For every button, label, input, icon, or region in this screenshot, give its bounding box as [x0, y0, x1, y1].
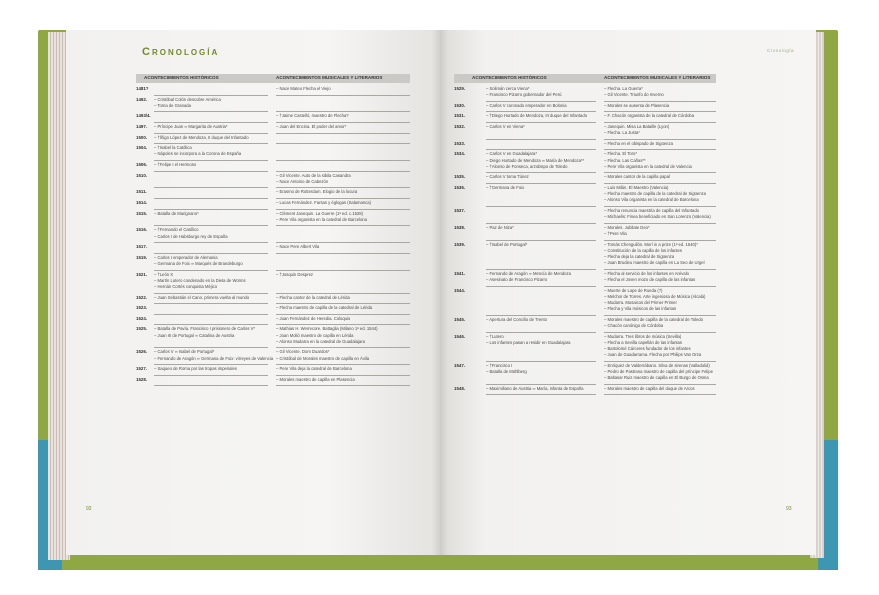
musical-event: – Baltasar Ruiz maestro de capilla en El Burgo de Osma [604, 375, 709, 381]
row-year: 1541. [454, 270, 465, 276]
historic-event: – †Germana de Foix [486, 185, 525, 190]
row-rule [276, 160, 410, 161]
left-page [66, 30, 440, 555]
musical-event: – †Jaime Castelló, maestro de Flecha? [276, 113, 349, 119]
row-rule [154, 143, 268, 144]
musical-event: – Constitución de la capilla de los infantes [604, 247, 682, 253]
row-rule [604, 223, 716, 224]
musical-event: – Juan del Encina. El poder del amor* [276, 124, 347, 129]
row-rule [276, 293, 410, 294]
row-rule [276, 198, 410, 199]
row-rule [604, 361, 716, 362]
row-year: 1544. [454, 287, 465, 293]
musical-event: – Flecha. El Toro* [604, 151, 637, 157]
musical-event: – Nace Pere Albert Vila [276, 244, 320, 250]
chronology-row [454, 86, 716, 103]
row-year: 1481? [136, 86, 149, 91]
row-year: 1521. [136, 271, 147, 277]
historic-event: – Cristóbal Colón descubre América [154, 96, 221, 102]
historic-event: – Batalla de Marignano* [154, 210, 199, 216]
row-rule [604, 139, 716, 140]
historic-event: – †Fernando el Católico [154, 227, 199, 233]
historic-event: – †Diego Hurtado de Mendoza, III duque del Infantado [486, 113, 588, 119]
row-year: 1504. [136, 145, 147, 151]
row-rule [486, 332, 596, 333]
musical-event: – Morales maestro de capilla de la catedral de Toledo [604, 316, 704, 322]
row-rule [276, 209, 410, 210]
chronology-row [136, 366, 410, 377]
historic-event: – Carlos I de Habsburgo rey de España [154, 233, 228, 239]
musical-event: – Flecha maestro de capilla de la catedral de Sigüenza [604, 191, 706, 197]
musical-event: – Morales maestro de capilla en Plasencia [276, 376, 355, 382]
musical-event: – Gil Vicente. Triunfo do Inverno [604, 92, 664, 98]
row-year: 1510. [136, 172, 147, 178]
row-year: 1539. [454, 241, 465, 247]
row-year: 1548. [454, 385, 465, 391]
historic-event: – Fernando de Aragón ∞ Germana de Foix: virreyes de Valencia [154, 355, 274, 361]
row-year: 1511. [136, 189, 147, 195]
chronology-row [136, 326, 410, 349]
row-year: 1538. [454, 224, 465, 230]
row-rule [604, 394, 716, 395]
historic-event: – Nápoles se incorpora a la Corona de España [154, 151, 242, 157]
musical-event: – Melchor de Torres. Arte ingeniosa de Música (Alcalá) [604, 293, 706, 299]
musical-event: – Flecha a Sevilla capellán de las infantas [604, 339, 682, 345]
column-header-bar [136, 74, 410, 83]
row-year: 1534. [454, 151, 465, 157]
chronology-row [136, 86, 410, 97]
row-rule [604, 269, 716, 270]
row-year: 1492. [136, 96, 147, 102]
row-rule [604, 111, 716, 112]
row-rule [276, 171, 410, 172]
musical-event: – Flecha cantor de la catedral de Lérida [276, 294, 350, 300]
chronology-row [454, 141, 716, 152]
row-rule [276, 111, 410, 112]
row-year: 1546. [454, 333, 465, 339]
chronology-row [454, 288, 716, 317]
chronology-row [136, 162, 410, 173]
row-rule [604, 101, 716, 102]
row-rule [154, 171, 268, 172]
musical-event: – Alonso Vila organista en la catedral de Barcelona [604, 197, 699, 203]
musical-event: – Morales. Jubilate Deo* [604, 224, 650, 230]
chronology-row [136, 189, 410, 200]
historic-event: – †Francisco I [486, 362, 513, 368]
row-rule [154, 324, 268, 325]
chronology-row [136, 349, 410, 366]
row-year: 1529. [454, 86, 465, 91]
musical-event: – Flecha deja la catedral de Sigüenza [604, 253, 675, 259]
row-rule [604, 122, 716, 123]
historic-event: – Martín Lutero condenado en la Dieta de Worms [154, 277, 246, 283]
historic-event: – †Isabel de Portugal* [486, 241, 528, 247]
row-rule [604, 240, 716, 241]
historic-event: – Carlos V toma Túnez [486, 174, 529, 180]
row-rule [486, 149, 596, 150]
musical-event: – Enríquez de Valderrábano. Silva de sirenas (Valladolid) [604, 362, 710, 368]
row-year: 1533. [454, 140, 465, 146]
running-head: Cronología [766, 48, 794, 53]
historic-event: – Maximiliano de Austria ∞ María, infanta de España [486, 385, 584, 391]
page-number: 93 [786, 506, 792, 512]
musical-event: – Gil Vicente. Auto de la sibila Casandra [276, 172, 351, 178]
row-rule [276, 270, 410, 271]
chronology-row [454, 174, 716, 185]
row-rule [486, 172, 596, 173]
historic-event: – †León X [154, 271, 174, 277]
row-rule [154, 270, 268, 271]
row-rule [276, 385, 410, 386]
row-rule [604, 286, 716, 287]
row-year: 1522. [136, 294, 147, 300]
historic-event: – Diego Hurtado de Mendoza ∞ María de Mendoza** [486, 157, 585, 163]
row-year: 1517. [136, 244, 147, 250]
row-year: 1523. [136, 305, 147, 311]
row-rule [486, 394, 596, 395]
musical-event: – Erasmo de Rotterdam. Elogio de la locura [276, 189, 358, 195]
row-rule [154, 198, 268, 199]
historic-event: – Paz de Niza* [486, 224, 514, 230]
row-year: 1524. [136, 315, 147, 321]
row-year: 1531. [454, 113, 465, 119]
row-year: 1527. [136, 366, 147, 372]
chronology-row [454, 208, 716, 225]
musical-event: – Muerte de Lope de Rueda (?) [604, 287, 663, 293]
row-rule [154, 187, 268, 188]
chronology-row [136, 316, 410, 327]
musical-event: – †Josquin Desprez [276, 271, 314, 277]
musical-event: – Mathias H. Werrecore. Battaglia (Milano 1ª ed. 1544) [276, 326, 378, 332]
row-rule [154, 364, 268, 365]
row-rule [276, 187, 410, 188]
chronology-row [454, 124, 716, 141]
historic-event: – Carlos V coronado emperador en Bolonia [486, 102, 567, 108]
historic-event: – †Felipe I el Hermoso [154, 162, 197, 167]
column-header-bar [454, 74, 716, 83]
chronology-row [454, 317, 716, 334]
column-header-musical: ACONTECIMIENTOS MUSICALES Y LITERARIOS [276, 75, 383, 80]
musical-event: – Chacón canónigo de Córdoba [604, 322, 664, 328]
chronology-row [136, 211, 410, 228]
musical-event: – Michaelis: Finea beneficiado en San Lorenzo (Valencia) [604, 214, 711, 220]
row-rule [276, 253, 410, 254]
row-rule [154, 133, 268, 134]
historic-event: – Príncipe Juan ∞ Margarita de Austria* [154, 124, 228, 129]
row-rule [154, 253, 268, 254]
musical-event: – Nace Antonio de Cabezón [276, 178, 329, 184]
row-year: 1497. [136, 124, 147, 129]
musical-event: – Janequin. Misa La Bataille (Lyon) [604, 124, 670, 129]
row-rule [604, 332, 716, 333]
row-rule [604, 183, 716, 184]
row-rule [154, 122, 268, 123]
historic-event: – †Alonso de Fonseca, arzobispo de Toledo [486, 163, 568, 169]
musical-event: – Alonso Mudarra en la catedral de Guadalajara [276, 338, 365, 344]
row-rule [276, 364, 410, 365]
musical-event: – Flecha en el obispado de Sigüenza [604, 140, 673, 146]
chronology-row [454, 185, 716, 208]
musical-event: – Luis Milán. El Maestro (Valencia) [604, 185, 669, 190]
row-year: 1506. [136, 162, 147, 167]
historic-event: – Fernando de Aragón ∞ Mencía de Mendoza [486, 270, 571, 276]
row-rule [486, 286, 596, 287]
row-year: 1525. [136, 326, 147, 332]
row-rule [276, 375, 410, 376]
row-year: 1535. [454, 174, 465, 180]
musical-event: – Mudarra. Musaicos del Primer Primer [604, 299, 677, 305]
chronology-row [136, 200, 410, 211]
row-rule [486, 183, 596, 184]
musical-event: – Lucas Fernández. Farsas y églogas (Salamanca) [276, 200, 371, 205]
historic-event: – Carlos V ∞ Isabel de Portugal* [154, 349, 215, 355]
musical-event: – Pere Vila organista en la catedral de Valencia [604, 163, 692, 169]
row-rule [276, 314, 410, 315]
chronology-row [454, 225, 716, 242]
row-year: 1515. [136, 210, 147, 216]
column-header-musical: ACONTECIMIENTOS MUSICALES Y LITERARIOS [604, 75, 711, 80]
historic-event: – Los infantes pasan a residir en Guadalajara [486, 339, 571, 345]
chronology-row [136, 272, 410, 295]
row-year: 1493/4. [136, 113, 151, 119]
musical-event: – Flecha. Las Cañas** [604, 157, 646, 163]
musical-event: – Mudarra. Tres libros de música (Sevilla) [604, 333, 682, 339]
row-rule [604, 172, 716, 173]
row-rule [276, 324, 410, 325]
row-rule [154, 225, 268, 226]
historic-event: – Carlos V en Viena* [486, 124, 525, 129]
row-year: 1528. [136, 376, 147, 382]
row-rule [276, 303, 410, 304]
chronology-row [454, 334, 716, 363]
row-rule [154, 375, 268, 376]
musical-event: – Morales cantor de la capilla papal [604, 174, 670, 180]
musical-event: – Gil Vicente. Dom Duardos* [276, 349, 330, 355]
musical-event: – Flecha y Vila músicos de las infantas [604, 306, 677, 312]
right-page [440, 30, 816, 555]
row-year: 1532. [454, 124, 465, 129]
row-rule [276, 225, 410, 226]
row-rule [154, 111, 268, 112]
historic-event: – Juan III de Portugal ∞ Catalina de Austria [154, 332, 235, 338]
historic-event: – Batalla de Pavía. Francisco I prisionero de Carlos V* [154, 326, 256, 332]
chronology-row [136, 173, 410, 190]
page-number: 92 [86, 506, 92, 512]
historic-event: – †Isabel la Católica [154, 145, 192, 151]
musical-event: – Juan Fernández de Heredia. Coloquio [276, 315, 351, 321]
row-year: 1526. [136, 349, 147, 355]
row-rule [276, 143, 410, 144]
musical-event: – Bartolomé Cárceres fundador de los infantes [604, 345, 691, 351]
row-rule [486, 269, 596, 270]
row-rule [604, 315, 716, 316]
row-rule [154, 95, 268, 96]
chronology-row [454, 103, 716, 114]
row-rule [154, 314, 268, 315]
musical-event: – Morales maestro de capilla del duque de Arcos [604, 385, 695, 391]
musical-event: – Tomás Chenguilón. Morí in a prize (1ª ed. 1540)* [604, 241, 698, 247]
row-rule [276, 122, 410, 123]
row-rule [486, 139, 596, 140]
row-rule [154, 160, 268, 161]
historic-event: – †Íñigo López de Mendoza, II duque del Infantado [154, 134, 249, 140]
musical-event: – Flecha. La Justa* [604, 130, 640, 136]
row-rule [486, 223, 596, 224]
row-rule [276, 242, 410, 243]
row-year: 1547. [454, 362, 465, 368]
row-rule [604, 384, 716, 385]
row-rule [276, 95, 410, 96]
chronology-row [136, 113, 410, 124]
row-rule [486, 361, 596, 362]
historic-event: – Toma de Granada [154, 102, 191, 108]
chronology-row [136, 97, 410, 114]
musical-event: – Cristóbal de Morales maestro de capilla en Ávila [276, 355, 370, 361]
book-gutter [432, 30, 448, 555]
chronology-row [454, 386, 716, 397]
musical-event: – Joan Molió maestro de capilla en Lérida [276, 332, 354, 338]
musical-event: – Flecha. La Guerra* [604, 86, 643, 91]
row-rule [486, 384, 596, 385]
musical-event: – F. Chacón organista de la catedral de Córdoba [604, 113, 695, 119]
row-rule [276, 347, 410, 348]
row-rule [154, 209, 268, 210]
chronology-row [136, 135, 410, 146]
chronology-row [136, 377, 410, 388]
row-rule [486, 206, 596, 207]
historic-event: – Carlos V en Guadalajara* [486, 151, 537, 157]
row-rule [604, 206, 716, 207]
row-year: 1500. [136, 134, 147, 140]
historic-event: – Batalla de Mühlberg [486, 368, 527, 374]
musical-event: – Pere Vila organista en la catedral de Barcelona [276, 216, 367, 222]
musical-event: – Flecha al servicio de los infantes en Arévalo [604, 270, 689, 276]
chronology-row [454, 151, 716, 174]
musical-event: – Flecha maestro de capilla de la catedral de Lérida [276, 305, 373, 311]
row-rule [154, 385, 268, 386]
row-year: 1514. [136, 200, 147, 205]
chronology-row [136, 255, 410, 272]
row-year: 1519. [136, 254, 147, 260]
chronology-row [454, 271, 716, 288]
historic-event: – Francisco Pizarro gobernador del Perú [486, 92, 562, 98]
row-rule [154, 303, 268, 304]
chronology-row [454, 242, 716, 271]
row-year: 1536. [454, 185, 465, 190]
musical-event: – Juan de Guadarrama. Flecha por Philips Van Orza [604, 352, 702, 358]
row-rule [276, 133, 410, 134]
musical-event: – Morales se ausenta de Plasencia [604, 102, 670, 108]
historic-event: – Germana de Foix ∞ Marqués de Brandeburgo [154, 260, 243, 266]
column-header-historic: ACONTECIMIENTOS HISTÓRICOS [144, 75, 219, 80]
musical-event: – Pedro de Pastrana maestro de capilla del príncipe Felipe [604, 368, 713, 374]
chronology-row [454, 113, 716, 124]
historic-event: – †Lutero [486, 333, 504, 339]
historic-event: – Saqueo de Roma por las tropas imperiales [154, 366, 237, 372]
row-rule [486, 240, 596, 241]
row-year: 1545. [454, 316, 465, 322]
musical-event: – Pere Vila deja la catedral de Barcelona [276, 366, 352, 372]
row-rule [154, 293, 268, 294]
row-rule [604, 149, 716, 150]
historic-event: – Asesinato de Francisco Pizarro [486, 276, 548, 282]
chronology-row [136, 145, 410, 162]
row-rule [486, 122, 596, 123]
row-rule [486, 111, 596, 112]
musical-event: – Flecha el Joven mozo de capilla de las infantas [604, 276, 696, 282]
row-year: 1537. [454, 208, 465, 213]
chronology-row [136, 244, 410, 255]
historic-event: – Solimán cerca Viena* [486, 86, 530, 91]
page-title: Cronología [142, 46, 220, 58]
musical-event: – †Pere Vila [604, 230, 627, 236]
row-rule [154, 347, 268, 348]
row-rule [486, 101, 596, 102]
chronology-row [136, 124, 410, 135]
row-year: 1530. [454, 102, 465, 108]
chronology-row [136, 295, 410, 306]
column-header-historic: ACONTECIMIENTOS HISTÓRICOS [472, 75, 547, 80]
chronology-row [136, 227, 410, 244]
historic-event: – Apertura del Concilio de Trento [486, 316, 547, 322]
musical-event: – Juan Brudieu maestro de capilla en La Seo de Urgel [604, 260, 705, 266]
chronology-row [454, 363, 716, 386]
musical-event: – Nace Mateo Flecha el Viejo [276, 86, 331, 91]
row-rule [154, 242, 268, 243]
musical-event: – Clément Janequin. La Guerre (1ª ed. c.1528) [276, 210, 363, 216]
musical-event: – Flecha renuncia maestría de capilla del Infantado [604, 208, 699, 213]
row-rule [486, 315, 596, 316]
historic-event: – Juan Sebastián el Cano. primera vuelta al mundo [154, 294, 250, 300]
historic-event: – Hernán Cortés conquista Méjico [154, 283, 218, 289]
chronology-row [136, 305, 410, 316]
historic-event: – Carlos I emperador de Alemania [154, 254, 218, 260]
row-year: 1516. [136, 227, 147, 233]
